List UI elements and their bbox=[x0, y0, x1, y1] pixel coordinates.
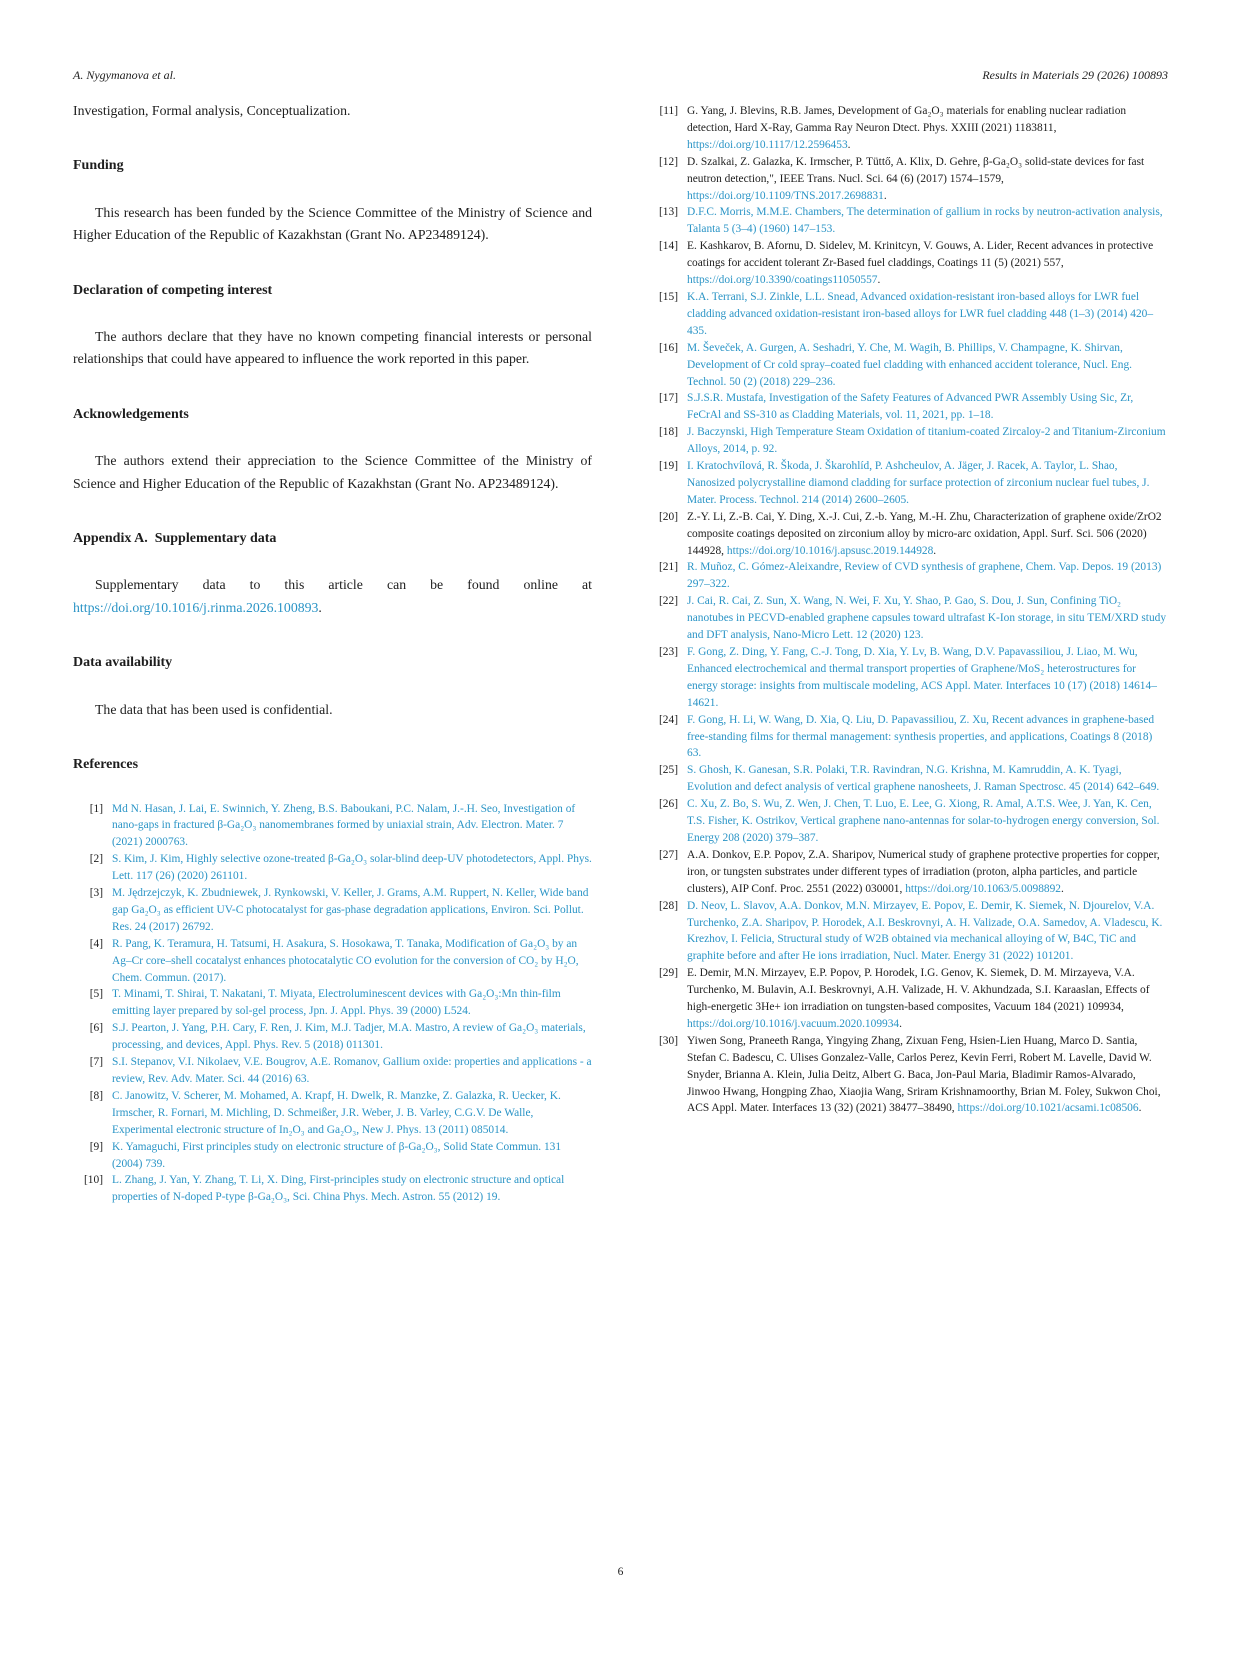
reference-number: [26] bbox=[659, 798, 678, 811]
reference-item bbox=[648, 238, 1167, 289]
reference-number: [15] bbox=[659, 290, 678, 303]
reference-body bbox=[687, 965, 1167, 1033]
reference-item bbox=[648, 898, 1167, 966]
reference-link[interactable]: Md N. Hasan, J. Lai, E. Swinnich, Y. Zheng, B.S. Baboukani, P.C. Nalam, J.-.H. Seo, Investigation of nano-gaps in fractured β-Ga₂O₃ nanomembranes formed by uniaxial strain, Adv. Electron. Mater. 7 (2021) 2000763. bbox=[112, 802, 576, 849]
reference-body bbox=[687, 712, 1167, 763]
reference-body bbox=[687, 340, 1167, 391]
reference-number: [21] bbox=[659, 561, 678, 574]
reference-item bbox=[73, 1054, 592, 1088]
paragraph bbox=[73, 326, 592, 371]
reference-item bbox=[648, 1033, 1167, 1118]
reference-body bbox=[687, 847, 1167, 898]
reference-item bbox=[73, 1020, 592, 1054]
reference-item bbox=[73, 1088, 592, 1139]
reference-item bbox=[648, 644, 1167, 712]
reference-body bbox=[687, 289, 1167, 340]
reference-body bbox=[687, 390, 1167, 424]
reference-item bbox=[648, 965, 1167, 1033]
reference-item bbox=[648, 509, 1167, 560]
reference-body bbox=[687, 1033, 1167, 1118]
reference-body bbox=[112, 1020, 592, 1054]
text-run: . bbox=[1138, 1102, 1142, 1115]
reference-number: [20] bbox=[659, 510, 678, 523]
reference-item bbox=[73, 801, 592, 852]
reference-item bbox=[648, 289, 1167, 340]
right-column bbox=[648, 100, 1167, 1206]
reference-link[interactable]: F. Gong, H. Li, W. Wang, D. Xia, Q. Liu, D. Papavassiliou, Z. Xu, Recent advances in graphene-based free-standing films for thermal management: synthesis properties, and applications, Coatings 8 (2018) 63. bbox=[687, 713, 1155, 760]
section-heading: References bbox=[73, 757, 139, 773]
text-run: G. Yang, J. Blevins, R.B. James, Development of Ga₂O₃ materials for enabling nuclear radiation detection, Hard X-Ray, Gamma Ray Neuron Dtect. Phys. XXIII (2021) 1183811, bbox=[687, 105, 1127, 134]
reference-number: [4] bbox=[89, 937, 103, 950]
reference-item bbox=[648, 340, 1167, 391]
reference-body bbox=[112, 1054, 592, 1088]
reference-number: [10] bbox=[84, 1174, 103, 1187]
text-run: E. Demir, M.N. Mirzayev, E.P. Popov, P. Horodek, I.G. Genov, K. Siemek, D. M. Mirzayeva, V.A. Turchenko, M. Bulavin, A.I. Beskrovnyi, A.H. Valizade, H. V. Akhundzada, S.I. Karaaslan, Effects of high-energetic 3He+ ion irradiation on tungsten-based composites, Vacuum 184 (2021) 109934, bbox=[687, 967, 1150, 1014]
reference-number: [8] bbox=[89, 1089, 103, 1102]
reference-item bbox=[648, 424, 1167, 458]
text-run: Supplementary data to this article can be found online at bbox=[95, 577, 592, 593]
reference-link[interactable]: D.F.C. Morris, M.M.E. Chambers, The determination of gallium in rocks by neutron-activation analysis, Talanta 5 (3–4) (1960) 147–153. bbox=[687, 206, 1163, 236]
text-run: . bbox=[883, 189, 887, 202]
reference-number: [16] bbox=[659, 341, 678, 354]
reference-link[interactable]: S.J.S.R. Mustafa, Investigation of the Safety Features of Advanced PWR Assembly Using Sic, Zr, FeCrAl and SS-310 as Cladding Materials, vol. 11, 2021, pp. 1–18. bbox=[687, 392, 1134, 422]
reference-link[interactable]: K. Yamaguchi, First principles study on electronic structure of β-Ga₂O₃, Solid State Commun. 131 (2004) 739. bbox=[112, 1140, 562, 1170]
text-run: . bbox=[933, 544, 937, 557]
credit-roles-line: Investigation, Formal analysis, Conceptualization. bbox=[73, 103, 351, 118]
reference-number: [29] bbox=[659, 967, 678, 980]
reference-link[interactable]: https://doi.org/10.1063/5.0098892 bbox=[905, 882, 1061, 895]
reference-body bbox=[687, 204, 1167, 238]
reference-link[interactable]: https://doi.org/10.1021/acsami.1c08506 bbox=[957, 1102, 1139, 1115]
reference-body bbox=[687, 103, 1167, 154]
reference-link[interactable]: https://doi.org/10.3390/coatings11050557 bbox=[687, 274, 878, 287]
reference-item bbox=[648, 847, 1167, 898]
reference-number: [30] bbox=[659, 1034, 678, 1047]
reference-body bbox=[112, 1172, 592, 1206]
reference-link[interactable]: F. Gong, Z. Ding, Y. Fang, C.-J. Tong, D. Xia, Y. Lv, B. Wang, D.V. Papavassiliou, J. Liao, M. Wu, Enhanced electrochemical and thermal transport properties of Graphene/MoS₂ heterostructures for energy storage: insights from multiscale modeling, ACS Appl. Mater. Interfaces 10 (17) (2018) 14614–14621. bbox=[687, 646, 1157, 709]
reference-body bbox=[687, 898, 1167, 966]
paragraph bbox=[73, 202, 592, 247]
reference-body bbox=[687, 762, 1167, 796]
reference-number: [11] bbox=[659, 105, 678, 117]
reference-item bbox=[648, 154, 1167, 205]
section-heading: Data availability bbox=[73, 655, 173, 671]
reference-body bbox=[687, 424, 1167, 458]
reference-link[interactable]: S.I. Stepanov, V.I. Nikolaev, V.E. Bougrov, A.E. Romanov, Gallium oxide: properties and applications - a review, Rev. Adv. Mater. Sci. 44 (2016) 63. bbox=[112, 1056, 592, 1085]
reference-number: [7] bbox=[89, 1056, 103, 1069]
reference-number: [19] bbox=[659, 460, 678, 473]
text-run: The data that has been used is confidential. bbox=[95, 701, 333, 717]
text-run: . bbox=[847, 138, 851, 151]
journal-citation: Results in Materials 29 (2026) 100893 bbox=[982, 68, 1168, 82]
reference-number: [6] bbox=[89, 1022, 103, 1035]
reference-link[interactable]: R. Pang, K. Teramura, H. Tatsumi, H. Asakura, S. Hosokawa, T. Tanaka, Modification of Ga₂O₃ by an Ag–Cr core–shell cocatalyst enhances photocatalytic CO evolution for the conversion of CO₂ by H₂O, Chem. Commun. (2017). bbox=[112, 937, 579, 984]
reference-link[interactable]: K.A. Terrani, S.J. Zinkle, L.L. Snead, Advanced oxidation-resistant iron-based alloys for LWR fuel cladding advanced oxidation-resistant iron-based alloys for LWR fuel cladding 448 (1–3) (2014) 420–435. bbox=[687, 290, 1154, 337]
text-run: A.A. Donkov, E.P. Popov, Z.A. Sharipov, Numerical study of graphene protective properties for copper, iron, or tungsten substrates under different types of irradiation (proton, alpha particles, and particle clusters), AIP Conf. Proc. 2551 (2022) 030001, bbox=[687, 848, 1160, 895]
reference-link[interactable]: M. Ševeček, A. Gurgen, A. Seshadri, Y. Che, M. Wagih, B. Phillips, V. Champagne, K. Shirvan, Development of Cr cold spray–coated fuel cladding with enhanced accident tolerance, Nucl. Eng. Technol. 50 (2) (2018) 229–236. bbox=[687, 341, 1133, 388]
reference-number: [28] bbox=[659, 899, 678, 912]
reference-item bbox=[73, 1139, 592, 1173]
text-run: . bbox=[1061, 882, 1064, 895]
text-run: This research has been funded by the Science Committee of the Ministry of Science and Higher Education of the Republic of Kazakhstan (Grant No. AP23489124). bbox=[73, 204, 592, 243]
reference-item bbox=[648, 712, 1167, 763]
reference-number: [12] bbox=[659, 155, 678, 168]
reference-link[interactable]: T. Minami, T. Shirai, T. Nakatani, T. Miyata, Electroluminescent devices with Ga₂O₃:Mn thin-film emitting layer prepared by sol-gel process, Jpn. J. Appl. Phys. 39 (2000) L524. bbox=[112, 988, 561, 1018]
reference-item bbox=[648, 796, 1167, 847]
reference-link[interactable]: https://doi.org/10.1016/j.apsusc.2019.144928 bbox=[726, 544, 934, 557]
reference-number: [18] bbox=[659, 426, 678, 439]
section-heading: Acknowledgements bbox=[73, 406, 189, 422]
reference-link[interactable]: https://doi.org/10.1109/TNS.2017.2698831 bbox=[687, 189, 884, 202]
reference-number: [23] bbox=[659, 646, 678, 658]
reference-link[interactable]: I. Kratochvílová, R. Škoda, J. Škarohlíd, P. Ashcheulov, A. Jäger, J. Racek, A. Taylor, L. Shao, Nanosized polycrystalline diamond cladding for surface protection of zirconium nuclear fuel tubes, J. Mater. Process. Technol. 214 (2014) 2600–2605. bbox=[687, 460, 1150, 506]
section-heading: Declaration of competing interest bbox=[73, 282, 273, 298]
reference-number: [25] bbox=[659, 764, 678, 777]
doi-link[interactable]: https://doi.org/10.1016/j.rinma.2026.100893 bbox=[73, 599, 319, 615]
reference-body bbox=[112, 936, 592, 987]
reference-body bbox=[112, 851, 592, 885]
reference-link[interactable]: D. Neov, L. Slavov, A.A. Donkov, M.N. Mirzayev, E. Popov, E. Demir, K. Siemek, N. Djourelov, V.A. Turchenko, Z.A. Sharipov, P. Horodek, A.I. Beskrovnyi, A. H. Valizade, O.A. Samedov, A. Vladescu, K. Krezhov, I. Felicia, Structural study of W2B obtained via mechanical alloying of W, B4C, TiC and graphite before and after He ions irradiation, Nucl. Mater. Energy 31 (2022) 101201. bbox=[687, 899, 1163, 963]
reference-number: [1] bbox=[89, 802, 103, 815]
reference-item bbox=[648, 593, 1167, 644]
text-run: Yiwen Song, Praneeth Ranga, Yingying Zhang, Zixuan Feng, Hsien-Lien Huang, Marco D. Santia, Stefan C. Badescu, C. Ulises Gonzalez-Valle, Carlos Perez, Kevin Ferri, Robert M. Lavelle, David W. Snyder, Brianna A. Klein, Julia Deitz, Albert G. Baca, Jon-Paul Maria, Bladimir Ramos-Alvarado, Jinwoo Hwang, Hongping Zhao, Xiaojia Wang, Sriram Krishnamoorthy, Brian M. Foley, Sukwon Choi, ACS Appl. Mater. Interfaces 13 (32) (2021) 38477–38490, bbox=[687, 1034, 1161, 1115]
page-header bbox=[73, 68, 1168, 82]
reference-body bbox=[687, 509, 1167, 560]
reference-item bbox=[648, 458, 1167, 509]
reference-body bbox=[687, 559, 1167, 593]
reference-item bbox=[73, 936, 592, 987]
reference-body bbox=[112, 1139, 592, 1173]
reference-body bbox=[112, 1088, 592, 1139]
text-run: D. Szalkai, Z. Galazka, K. Irmscher, P. Tüttő, A. Klix, D. Gehre, β-Ga₂O₃ solid-state devices for fast neutron detection,", IEEE Trans. Nucl. Sci. 64 (6) (2017) 1574–1579, bbox=[687, 155, 1145, 185]
section-heading: Appendix A. Supplementary data bbox=[73, 531, 277, 547]
reference-body bbox=[112, 801, 592, 852]
text-run: . bbox=[318, 599, 322, 615]
reference-link[interactable]: M. Jędrzejczyk, K. Zbudniewek, J. Rynkowski, V. Keller, J. Grams, A.M. Ruppert, N. Keller, Wide band gap Ga₂O₃ as efficient UV-C photocatalyst for gas-phase degradation applications, Environ. Sci. Pollut. Res. 24 (2017) 26792. bbox=[112, 887, 589, 933]
reference-item bbox=[73, 1172, 592, 1206]
text-run: . bbox=[899, 1017, 902, 1030]
reference-number: [24] bbox=[659, 713, 678, 726]
text-run: . bbox=[877, 274, 881, 287]
reference-item bbox=[73, 885, 592, 936]
reference-item bbox=[648, 559, 1167, 593]
reference-item bbox=[73, 986, 592, 1020]
reference-item bbox=[648, 762, 1167, 796]
reference-item bbox=[648, 390, 1167, 424]
reference-body bbox=[687, 593, 1167, 644]
reference-number: [9] bbox=[89, 1140, 103, 1153]
reference-link[interactable]: R. Muñoz, C. Gómez-Aleixandre, Review of CVD synthesis of graphene, Chem. Vap. Depos. 19 (2013) 297–322. bbox=[687, 561, 1162, 591]
page-number: 6 bbox=[617, 1566, 624, 1578]
reference-body bbox=[112, 885, 592, 936]
reference-number: [27] bbox=[659, 848, 678, 861]
references-list-left bbox=[73, 801, 592, 1207]
left-sections bbox=[73, 155, 592, 776]
text-run: Z.-Y. Li, Z.-B. Cai, Y. Ding, X.-J. Cui, Z.-b. Yang, M.-H. Zhu, Characterization of graphene oxide/ZrO2 composite coatings deposited on zirconium alloy by micro-arc oxidation, Appl. Surf. Sci. 506 (2020) 144928, bbox=[687, 510, 1162, 557]
reference-number: [14] bbox=[659, 240, 678, 253]
reference-link[interactable]: S.J. Pearton, J. Yang, P.H. Cary, F. Ren, J. Kim, M.J. Tadjer, M.A. Mastro, A review of Ga₂O₃ materials, processing, and devices, Appl. Phys. Rev. 5 (2018) 011301. bbox=[112, 1022, 586, 1052]
paragraph bbox=[73, 699, 592, 721]
reference-link[interactable]: https://doi.org/10.1117/12.2596453 bbox=[687, 138, 848, 151]
reference-body bbox=[687, 644, 1167, 712]
reference-body bbox=[112, 986, 592, 1020]
left-column bbox=[73, 100, 592, 1206]
reference-link[interactable]: https://doi.org/10.1016/j.vacuum.2020.109934 bbox=[687, 1017, 900, 1030]
running-author: A. Nygymanova et al. bbox=[73, 68, 176, 82]
reference-body bbox=[687, 154, 1167, 205]
reference-body bbox=[687, 238, 1167, 289]
reference-number: [13] bbox=[659, 206, 678, 219]
reference-link[interactable]: J. Cai, R. Cai, Z. Sun, X. Wang, N. Wei, F. Xu, Y. Shao, P. Gao, S. Dou, J. Sun, Confining TiO₂ nanotubes in PECVD-enabled graphene capsules toward ultrafast K-Ion storage, in situ TEM/XRD study and DFT analysis, Nano-Micro Lett. 12 (2020) 123. bbox=[687, 595, 1167, 642]
paragraph bbox=[73, 450, 592, 495]
reference-number: [3] bbox=[89, 887, 103, 900]
reference-number: [5] bbox=[89, 988, 103, 1001]
reference-body bbox=[687, 796, 1167, 847]
section-heading: Funding bbox=[73, 158, 124, 174]
reference-link[interactable]: C. Janowitz, V. Scherer, M. Mohamed, A. Krapf, H. Dwelk, R. Manzke, Z. Galazka, R. Uecker, K. Irmscher, R. Fornari, M. Michling, D. Schmeißer, J.R. Weber, J. B. Varley, C.G.V. De Walle, Experimental electronic structure of In₂O₃ and Ga₂O₃, New J. Phys. 13 (2011) 085014. bbox=[112, 1089, 561, 1136]
reference-item bbox=[648, 103, 1167, 154]
reference-link[interactable]: C. Xu, Z. Bo, S. Wu, Z. Wen, J. Chen, T. Luo, E. Lee, G. Xiong, R. Amal, A.T.S. Wee, J. Yan, K. Cen, T.S. Fisher, K. Ostrikov, Vertical graphene nano-antennas for solar-to-hydrogen energy conversion, Sol. Energy 208 (2020) 379–387. bbox=[687, 798, 1160, 844]
reference-link[interactable]: S. Kim, J. Kim, Highly selective ozone-treated β-Ga₂O₃ solar-blind deep-UV photodetectors, Appl. Phys. Lett. 117 (26) (2020) 261101. bbox=[112, 853, 592, 883]
reference-number: [17] bbox=[659, 392, 678, 405]
two-column-body bbox=[73, 100, 1168, 1206]
references-list-right bbox=[648, 103, 1167, 1117]
text-run: E. Kashkarov, B. Afornu, D. Sidelev, M. Krinitcyn, V. Gouws, A. Lider, Recent advances in protective coatings for accident tolerant Zr-Based fuel claddings, Coatings 11 (5) (2021) 557, bbox=[687, 240, 1154, 270]
reference-link[interactable]: L. Zhang, J. Yan, Y. Zhang, T. Li, X. Ding, First-principles study on electronic structure and optical properties of N-doped P-type β-Ga₂O₃, Sci. China Phys. Mech. Astron. 55 (2012) 19. bbox=[112, 1174, 565, 1204]
reference-number: [2] bbox=[89, 853, 103, 866]
reference-link[interactable]: S. Ghosh, K. Ganesan, S.R. Polaki, T.R. Ravindran, N.G. Krishna, M. Kamruddin, A. K. Tyagi, Evolution and defect analysis of vertical graphene nanosheets, J. Raman Spectrosc. 45 (2014) 642–649. bbox=[687, 764, 1160, 794]
text-run: The authors extend their appreciation to the Science Committee of the Ministry of Science and Higher Education of the Republic of Kazakhstan (Grant No. AP23489124). bbox=[73, 453, 592, 491]
reference-link[interactable]: J. Baczynski, High Temperature Steam Oxidation of titanium-coated Zircaloy-2 and Titanium-Zirconium Alloys, 2014, p. 92. bbox=[687, 426, 1166, 456]
reference-item bbox=[73, 851, 592, 885]
text-run: The authors declare that they have no known competing financial interests or personal relationships that could have appeared to influence the work reported in this paper. bbox=[73, 329, 592, 367]
reference-body bbox=[687, 458, 1167, 509]
paragraph bbox=[73, 574, 592, 619]
reference-number: [22] bbox=[659, 595, 678, 608]
reference-item bbox=[648, 204, 1167, 238]
